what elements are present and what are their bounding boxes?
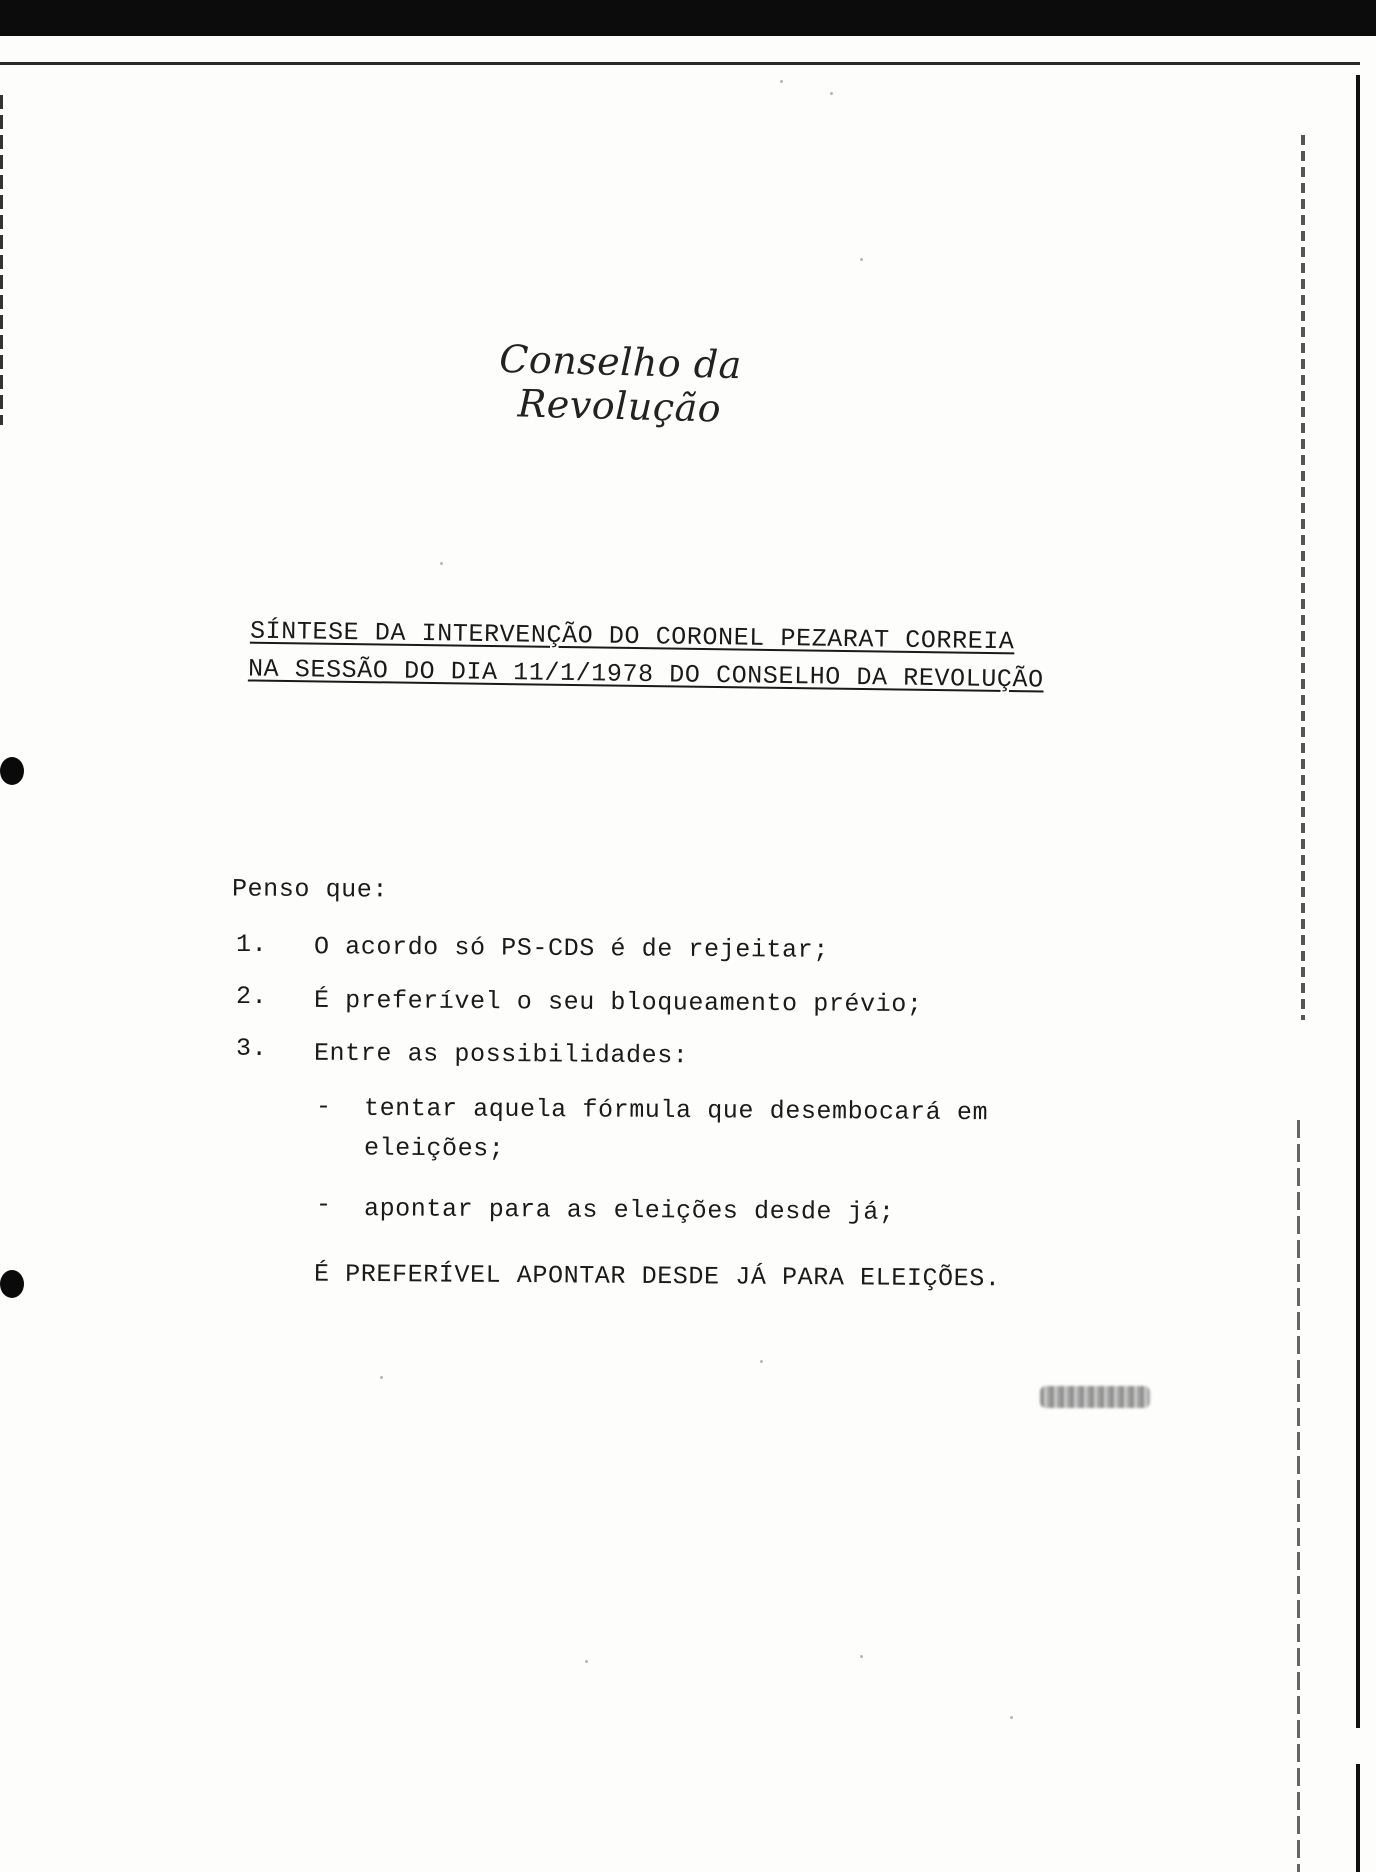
scan-speck bbox=[440, 562, 443, 565]
item-text-3: Entre as possibilidades: bbox=[313, 1038, 689, 1071]
punch-hole-lower bbox=[0, 1270, 24, 1298]
scan-right-edge-lower bbox=[1297, 1120, 1300, 1872]
scan-speck bbox=[1010, 1716, 1013, 1719]
sub-item-2-line-1: apontar para as eleições desde já; bbox=[363, 1194, 895, 1227]
document-title-line-2: NA SESSÃO DO DIA 11/1/1978 DO CONSELHO DA REVOLUÇÃO bbox=[247, 654, 1044, 695]
punch-hole-upper bbox=[0, 757, 24, 785]
scan-top-border bbox=[0, 0, 1376, 36]
scan-left-edge bbox=[0, 95, 3, 425]
sub-item-1-line-1: tentar aquela fórmula que desembocará em bbox=[363, 1093, 989, 1128]
item-number-1: 1. bbox=[236, 930, 268, 959]
scan-top-rule bbox=[0, 62, 1360, 65]
document-title-line-1: SÍNTESE DA INTERVENÇÃO DO CORONEL PEZARAT CORREIA bbox=[249, 616, 1015, 657]
faded-stamp-mark bbox=[1040, 1386, 1150, 1408]
intro-text: Penso que: bbox=[231, 874, 389, 905]
item-number-2: 2. bbox=[236, 982, 268, 1011]
letterhead: Conselho da Revolução bbox=[498, 336, 743, 431]
scan-speck bbox=[585, 1660, 588, 1663]
sub-item-dash-2: - bbox=[316, 1190, 332, 1219]
scan-speck bbox=[380, 1376, 383, 1379]
scan-speck bbox=[860, 1655, 863, 1658]
scan-right-edge-inner bbox=[1301, 135, 1305, 1020]
sub-item-dash-1: - bbox=[316, 1092, 332, 1121]
item-text-1: O acordo só PS-CDS é de rejeitar; bbox=[313, 932, 829, 965]
item-text-2: É preferível o seu bloqueamento prévio; bbox=[313, 985, 923, 1020]
scan-speck bbox=[760, 1360, 763, 1363]
conclusion-text: É PREFERÍVEL APONTAR DESDE JÁ PARA ELEIÇÕES. bbox=[313, 1259, 1001, 1294]
scan-speck bbox=[830, 92, 833, 95]
scan-right-edge-outer bbox=[1356, 75, 1360, 1872]
item-number-3: 3. bbox=[236, 1034, 268, 1063]
scan-speck bbox=[780, 80, 783, 83]
sub-item-1-line-2: eleições; bbox=[363, 1133, 505, 1164]
scan-speck bbox=[860, 258, 863, 261]
